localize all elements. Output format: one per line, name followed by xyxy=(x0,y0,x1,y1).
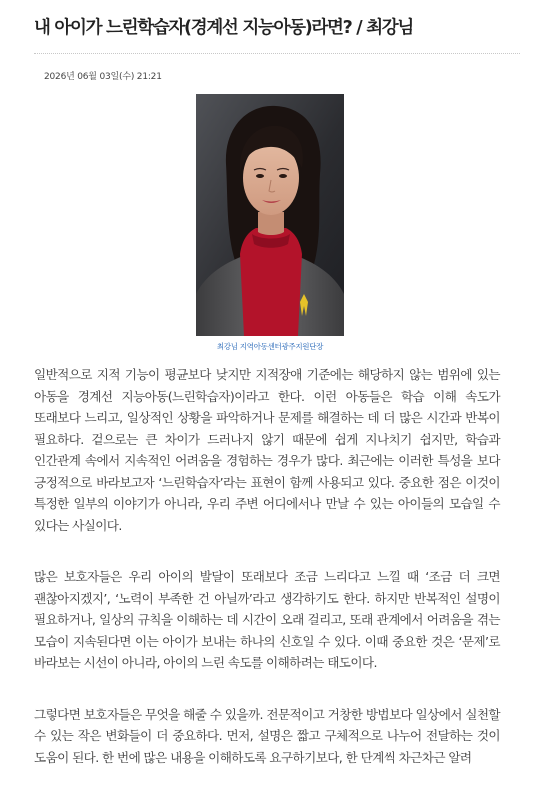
article-body xyxy=(34,364,500,798)
article-date: 2026년 06월 03일(수) 21:21 xyxy=(44,72,162,82)
author-photo xyxy=(196,94,344,336)
photo-caption: 최강님 지역아동센터광주지원단장 xyxy=(216,342,324,351)
article-paragraph: 그렇다면 보호자들은 무엇을 해줄 수 있을까. 전문적이고 거창한 방법보다 일상에서 실천할 수 있는 작은 변화들이 더 중요하다. 먼저, 설명은 짧고 구체적으로 나누어 전달하는 것이 도움이 된다. 한 번에 많은 내용을 이해하도록 요구하기보다, 한 단계씩 차근차근 알려 xyxy=(34,706,500,765)
article-paragraph: 많은 보호자들은 우리 아이의 발달이 또래보다 조금 느리다고 느낄 때 ‘조금 더 크면 괜찮아지겠지’, ‘노력이 부족한 건 아닐까’라고 생각하기도 한다. 하지만 반복적인 설명이 필요하거나, 일상의 규칙을 이해하는 데 시간이 오래 걸리고, 또래 관계에서 어려움을 겪는 모습이 지속된다면 이는 아이가 보내는 하나의 신호일 수 있다. 이때 중요한 것은 ‘문제’로 바라보는 시선이 아니라, 아이의 느린 속도를 이해하려는 태도이다. xyxy=(34,569,500,670)
article-title: 내 아이가 느린학습자(경계선 지능아동)라면? / 최강님 xyxy=(34,18,414,38)
title-divider xyxy=(34,53,520,54)
article-paragraph: 일반적으로 지적 기능이 평균보다 낮지만 지적장애 기준에는 해당하지 않는 범위에 있는 아동을 경계선 지능아동(느린학습자)이라고 한다. 이런 아동들은 학습 이해 속도가 또래보다 느리고, 일상적인 상황을 파악하거나 문제를 해결하는 데 더 많은 시간과 반복이 필요하다. 겉으로는 큰 차이가 드러나지 않기 때문에 쉽게 지나치기 쉽지만, 학습과 인간관계 속에서 지속적인 어려움을 경험하는 경우가 많다. 최근에는 이러한 특성을 보다 긍정적으로 바라보고자 ‘느린학습자’라는 표현이 함께 사용되고 있다. 중요한 점은 이것이 특정한 일부의 이야기가 아니라, 우리 주변 어디에서나 만날 수 있는 아이들의 모습일 수 있다는 사실이다. xyxy=(34,367,500,533)
